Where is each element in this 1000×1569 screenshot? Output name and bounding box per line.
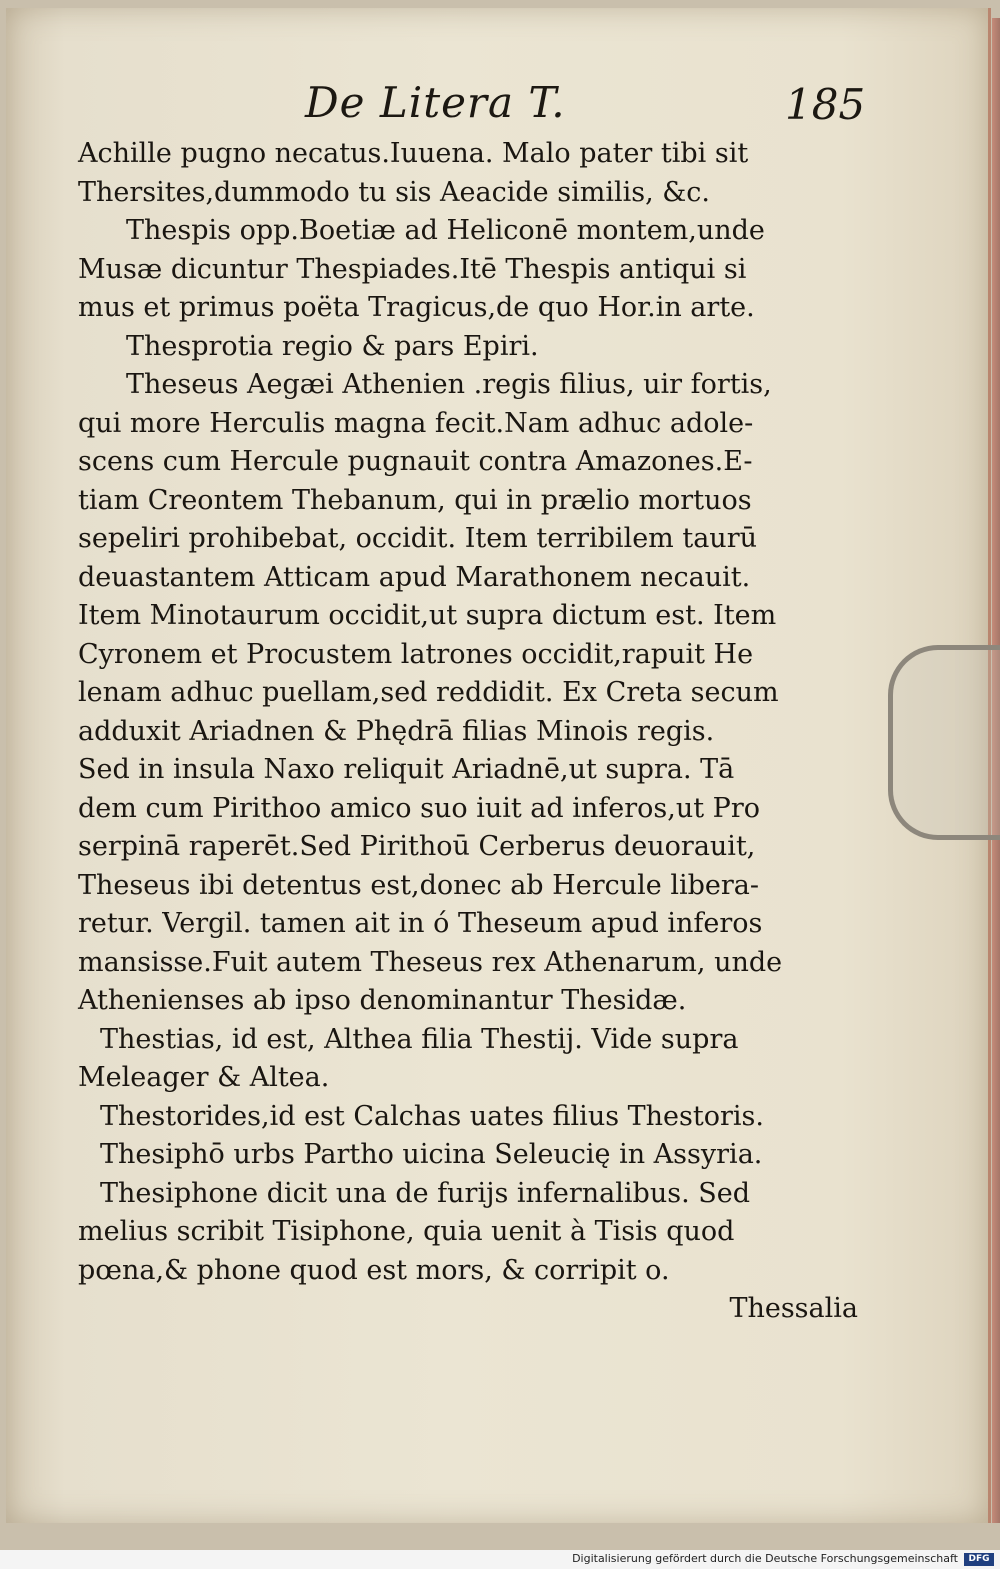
text-line: scens cum Hercule pugnauit contra Amazones.E-: [78, 446, 753, 477]
text-line: Thespis opp.Boetiæ ad Heliconē montem,unde: [126, 215, 765, 246]
text-line: dem cum Pirithoo amico suo iuit ad inferos,ut Pro: [78, 792, 761, 824]
text-line: Theseus ibi detentus est,donec ab Hercule libera-: [78, 869, 759, 901]
text-line: mus et primus poëta Tragicus,de quo Hor.in arte.: [78, 292, 755, 323]
text-line: deuastantem Atticam apud Marathonem necauit.: [78, 561, 751, 593]
text-line: Thestorides,id est Calchas uates filius Thestoris.: [100, 1100, 764, 1132]
text-line: Sed in insula Naxo reliquit Ariadnē,ut supra. Tā: [78, 754, 735, 785]
text-line: Musæ dicuntur Thespiades.Itē Thespis antiqui si: [78, 253, 747, 285]
page-header: [0, 78, 1000, 138]
text-line: tiam Creontem Thebanum, qui in prælio mortuos: [78, 484, 752, 516]
text-line: Item Minotaurum occidit,ut supra dictum est. Item: [78, 600, 777, 631]
text-line: qui more Herculis magna fecit.Nam adhuc adole-: [78, 407, 754, 439]
text-line: adduxit Ariadnen & Phędrā filias Minois regis.: [78, 715, 715, 747]
text-line: Thersites,dummodo tu sis Aeacide similis, &c.: [78, 176, 710, 208]
text-line: Meleager & Altea.: [78, 1062, 330, 1093]
text-line: serpinā raperēt.Sed Pirithoū Cerberus deuorauit,: [78, 831, 756, 862]
text-line: Thesprotia regio & pars Epiri.: [126, 330, 539, 362]
text-line: mansisse.Fuit autem Theseus rex Athenarum, unde: [78, 946, 783, 978]
text-line: melius scribit Tisiphone, quia uenit à Tisis quod: [78, 1216, 735, 1247]
text-line: Theseus Aegæi Athenien .regis filius, uir fortis,: [126, 369, 772, 400]
text-line: lenam adhuc puellam,sed reddidit. Ex Creta secum: [78, 677, 779, 708]
text-line: retur. Vergil. tamen ait in ó Theseum apud inferos: [78, 908, 763, 939]
footer-credit: Digitalisierung gefördert durch die Deutsche Forschungsgemeinschaft: [572, 1552, 958, 1565]
text-line: Cyronem et Procustem latrones occidit,rapuit He: [78, 638, 754, 670]
text-line: Thesiphone dicit una de furijs infernalibus. Sed: [100, 1177, 751, 1209]
running-head: De Litera T.: [305, 78, 566, 127]
text-line: Thesiphō urbs Partho uicina Seleucię in Assyria.: [100, 1139, 763, 1170]
page-number: 185: [785, 80, 866, 129]
text-line: Athenienses ab ipso denominantur Thesidæ.: [78, 985, 687, 1016]
dfg-logo: DFG: [964, 1553, 994, 1566]
catchword: Thessalia: [729, 1293, 858, 1324]
body-text: [78, 135, 858, 1329]
digitization-footer: [0, 1550, 1000, 1569]
book-clasp: [888, 645, 1000, 840]
text-line: pœna,& phone quod est mors, & corripit o.: [78, 1254, 670, 1286]
text-line: Achille pugno necatus.Iuuena. Malo pater tibi sit: [78, 138, 749, 169]
text-line: Thestias, id est, Althea filia Thestij. Vide supra: [100, 1023, 739, 1055]
text-line: sepeliri prohibebat, occidit. Item terribilem taurū: [78, 523, 757, 554]
